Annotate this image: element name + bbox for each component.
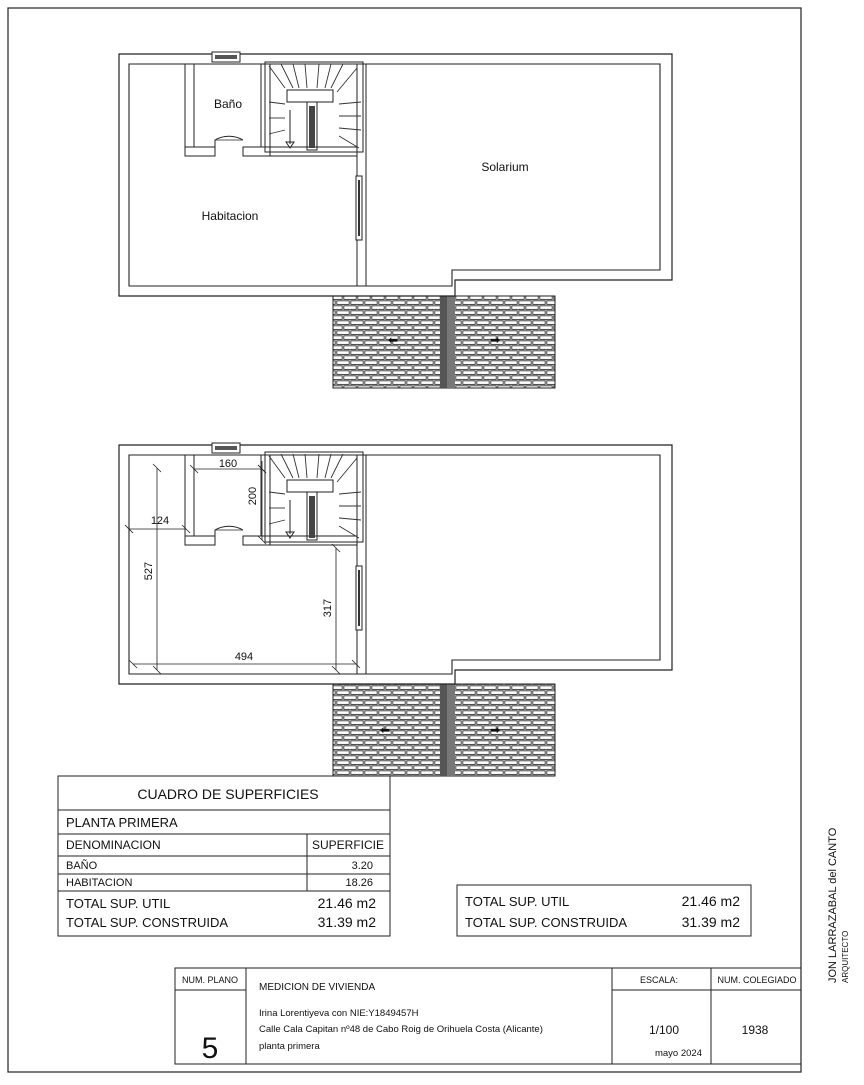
row-name-bano: BAÑO: [66, 860, 98, 872]
architect-role: ARQUITECTO: [841, 930, 850, 983]
summary-total-util-value: 21.46 m2: [681, 893, 740, 909]
plan-name: planta primera: [259, 1041, 320, 1052]
total-util-label: TOTAL SUP. UTIL: [66, 896, 171, 911]
num-plano-value: 5: [201, 1032, 219, 1065]
right-arrow-icon: ➡: [490, 723, 501, 737]
summary-total-construida-value: 31.39 m2: [681, 914, 740, 930]
room-label-solarium: Solarium: [481, 160, 529, 174]
dimension-494: 494: [234, 651, 254, 663]
dimension-317: 317: [322, 598, 334, 618]
num-colegiado-value: 1938: [741, 1023, 769, 1037]
total-construida-label: TOTAL SUP. CONSTRUIDA: [66, 915, 229, 930]
left-arrow-icon: ⬅: [380, 723, 391, 737]
project-title: MEDICION DE VIVIENDA: [259, 982, 376, 993]
inner-wall: [129, 455, 660, 674]
left-arrow-icon: ⬅: [388, 333, 399, 347]
date: mayo 2024: [654, 1048, 702, 1059]
summary-total-util-label: TOTAL SUP. UTIL: [465, 894, 570, 909]
column-header-superficie: SUPERFICIE: [311, 838, 385, 852]
room-label-habitacion: Habitacion: [201, 209, 259, 223]
right-arrow-icon: ➡: [490, 333, 501, 347]
row-value-bano: 3.20: [351, 860, 373, 872]
escala-value: 1/100: [648, 1023, 680, 1037]
owner-line: Irina Lorentiyeva con NIE:Y1849457H: [259, 1008, 419, 1019]
surfaces-table-title: CUADRO DE SUPERFICIES: [137, 786, 319, 802]
dimension-527: 527: [143, 561, 155, 581]
upper-floor-plan: [119, 52, 672, 388]
floor-label: PLANTA PRIMERA: [66, 815, 178, 830]
column-header-denominacion: DENOMINACION: [66, 838, 161, 852]
inner-wall: [129, 64, 660, 286]
num-colegiado-label: NUM. COLEGIADO: [717, 975, 797, 985]
total-construida-value: 31.39 m2: [317, 914, 376, 930]
row-value-habitacion: 18.26: [345, 877, 373, 889]
dimension-124: 124: [150, 515, 170, 527]
architect-name: JON LARRAZABAL del CANTO: [827, 827, 839, 983]
row-name-habitacion: HABITACION: [66, 877, 133, 889]
summary-total-construida-label: TOTAL SUP. CONSTRUIDA: [465, 915, 628, 930]
address-line: Calle Cala Capitan nº48 de Cabo Roig de Orihuela Costa (Alicante): [259, 1024, 543, 1035]
escala-label: ESCALA:: [640, 975, 679, 985]
dimension-160: 160: [218, 458, 238, 470]
total-util-value: 21.46 m2: [317, 895, 376, 911]
dimension-200: 200: [247, 486, 259, 506]
solarium-partition: [357, 64, 366, 286]
lower-floor-plan-dimensions: [119, 443, 672, 776]
terrace-joint: [440, 296, 448, 388]
num-plano-label: NUM. PLANO: [181, 975, 239, 985]
room-label-bano: Baño: [213, 97, 243, 111]
